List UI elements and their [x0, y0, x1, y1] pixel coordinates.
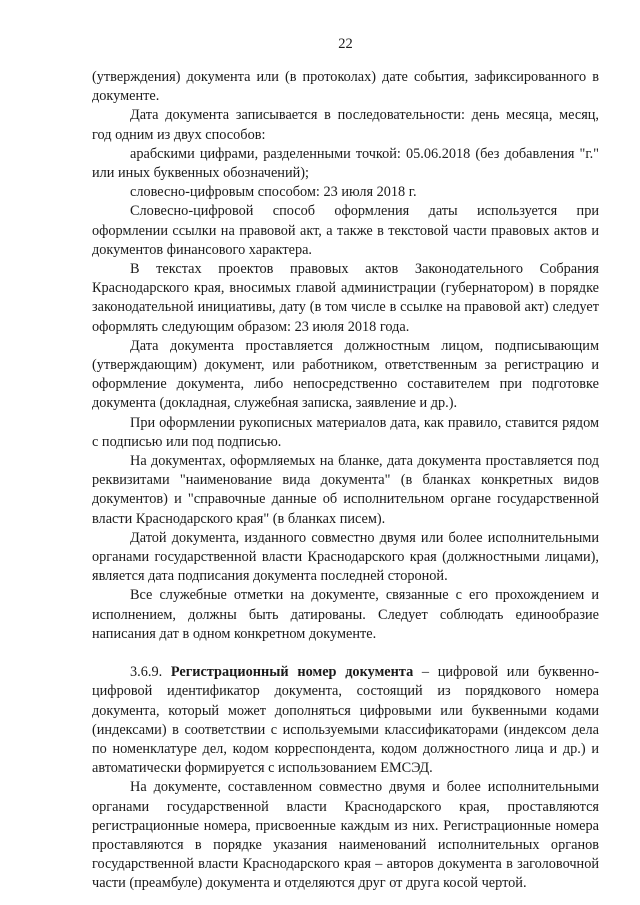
- document-page: [92, 34, 599, 894]
- page-number: 22: [338, 36, 353, 52]
- paragraph-date-order: Дата документа записывается в последовательности: день месяца, месяц, год одним из двух способов:: [92, 107, 599, 143]
- section-gap: [92, 644, 599, 663]
- section-definition: – цифровой или буквенно-цифровой идентификатор документа, состоящий из порядкового номера документа, который может дополняться цифровыми или буквенными кодами (индексами) в соответствии с используемыми классификаторами (индексом дела по номенклатуре дел, кодом корреспондента, кодом должностного лица и др.) и автоматически формируется с использованием ЕМСЭД.: [92, 664, 599, 777]
- paragraph-letterhead: На документах, оформляемых на бланке, дата документа проставляется под реквизитами "наименование вида документа" (в бланках конкретных видов документов) и "справочные данные об исполнительном органе государственной власти Краснодарского края" (в бланках писем).: [92, 453, 599, 527]
- paragraph-joint-document: Датой документа, изданного совместно двумя или более исполнительными органами государственной власти Краснодарского края (должностными лицами), является дата подписания документа последней стороной.: [92, 529, 599, 585]
- paragraph-date-author: Дата документа проставляется должностным лицом, подписывающим (утверждающим) документ, или работником, ответственным за регистрацию и оформление документа, либо непосредственно составителем при подготовке документа (докладная, служебная записка, заявление и др.).: [92, 337, 599, 412]
- section-number: 3.6.9.: [130, 664, 163, 681]
- paragraph-date-verbal: словесно-цифровым способом: 23 июля 2018 г.: [130, 184, 417, 201]
- paragraph-joint-registration: На документе, составленном совместно двумя и более исполнительными органами государственной власти Краснодарского края, проставляются регистрационные номера, присвоенные каждым из них. Регистрационные номера проставляются в порядке указания наименований исполнительных органов государственной власти Краснодарского края – авторов документа в заголовочной части (преамбуле) документа и отделяются друг от друга косой чертой.: [92, 779, 599, 892]
- paragraph-date-numeric: арабскими цифрами, разделенными точкой: 05.06.2018 (без добавления "г." или иных буквенных обозначений);: [92, 145, 599, 182]
- paragraph-handwritten: При оформлении рукописных материалов дата, как правило, ставится рядом с подписью или под подписью.: [92, 414, 599, 450]
- paragraph-verbal-usage: Словесно-цифровой способ оформления даты используется при оформлении ссылки на правовой акт, а также в текстовой части правовых актов и документов финансового характера.: [92, 203, 599, 258]
- paragraph-service-marks: Все служебные отметки на документе, связанные с его прохождением и исполнением, должны быть датированы. Следует соблюдать единообразие написания дат в одном конкретном документе.: [92, 587, 599, 642]
- paragraph-legislative-drafts: В текстах проектов правовых актов Законодательного Собрания Краснодарского края, вносимых главой администрации (губернатором) в порядке законодательной инициативы, дату (в том числе в ссылке на правовой акт) следует оформлять следующим образом: 23 июля 2018 года.: [92, 261, 599, 335]
- section-registration-number: [92, 663, 599, 778]
- paragraph-continuation: (утверждения) документа или (в протоколах) дате события, зафиксированного в документе.: [92, 69, 599, 105]
- section-term: Регистрационный номер документа: [170, 664, 414, 681]
